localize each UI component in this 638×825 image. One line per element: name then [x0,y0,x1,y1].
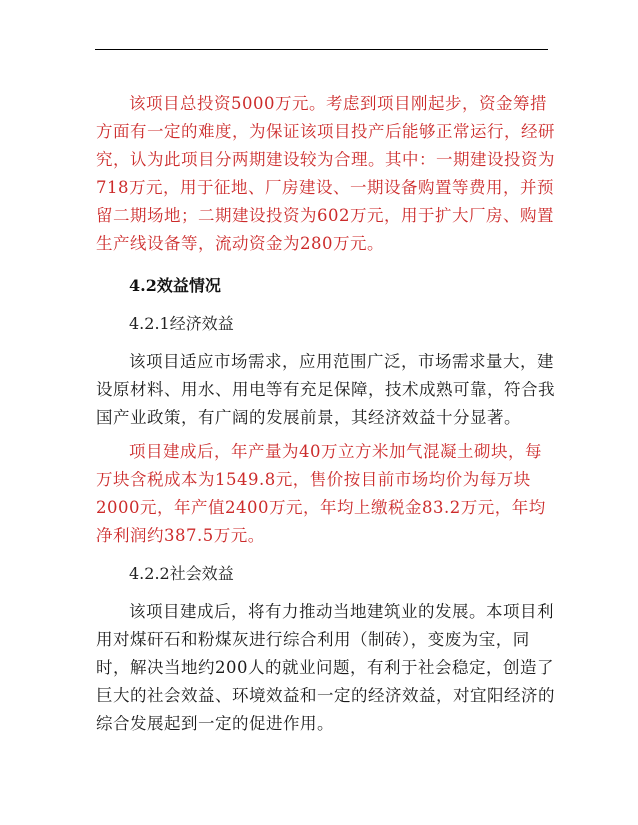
heading-benefits: 4.2效益情况 [129,276,221,295]
document-body [96,90,556,738]
paragraph-economic-2: 项目建成后，年产量为40万立方米加气混凝土砌块，每万块含税成本为1549.8元，售价按目前市场均价为每万块2000元，年产值2400万元，年均上缴税金83.2万元，年均净利润约387.5万元。 [96,442,546,545]
paragraph-social: 该项目建成后，将有力推动当地建筑业的发展。本项目利用对煤矸石和粉煤灰进行综合利用（制砖），变废为宝，同时，解决当地约200人的就业问题，有利于社会稳定，创造了巨大的社会效益、环境效益和一定的经济效益，对宜阳经济的综合发展起到一定的促进作用。 [96,602,555,733]
paragraph-economic-1: 该项目适应市场需求，应用范围广泛，市场需求量大，建设原材料、用水、用电等有充足保障，技术成熟可靠，符合我国产业政策，有广阔的发展前景，其经济效益十分显著。 [96,352,555,427]
heading-economic-benefits: 4.2.1经济效益 [129,314,234,333]
header-rule [95,49,548,50]
heading-social-benefits: 4.2.2社会效益 [129,564,234,583]
paragraph-investment: 该项目总投资5000万元。考虑到项目刚起步，资金筹措方面有一定的难度，为保证该项目投产后能够正常运行，经研究，认为此项目分两期建设较为合理。其中：一期建设投资为718万元，用于征地、厂房建设、一期设备购置等费用，并预留二期场地；二期建设投资为602万元，用于扩大厂房、购置生产线设备等，流动资金为280万元。 [96,94,555,253]
